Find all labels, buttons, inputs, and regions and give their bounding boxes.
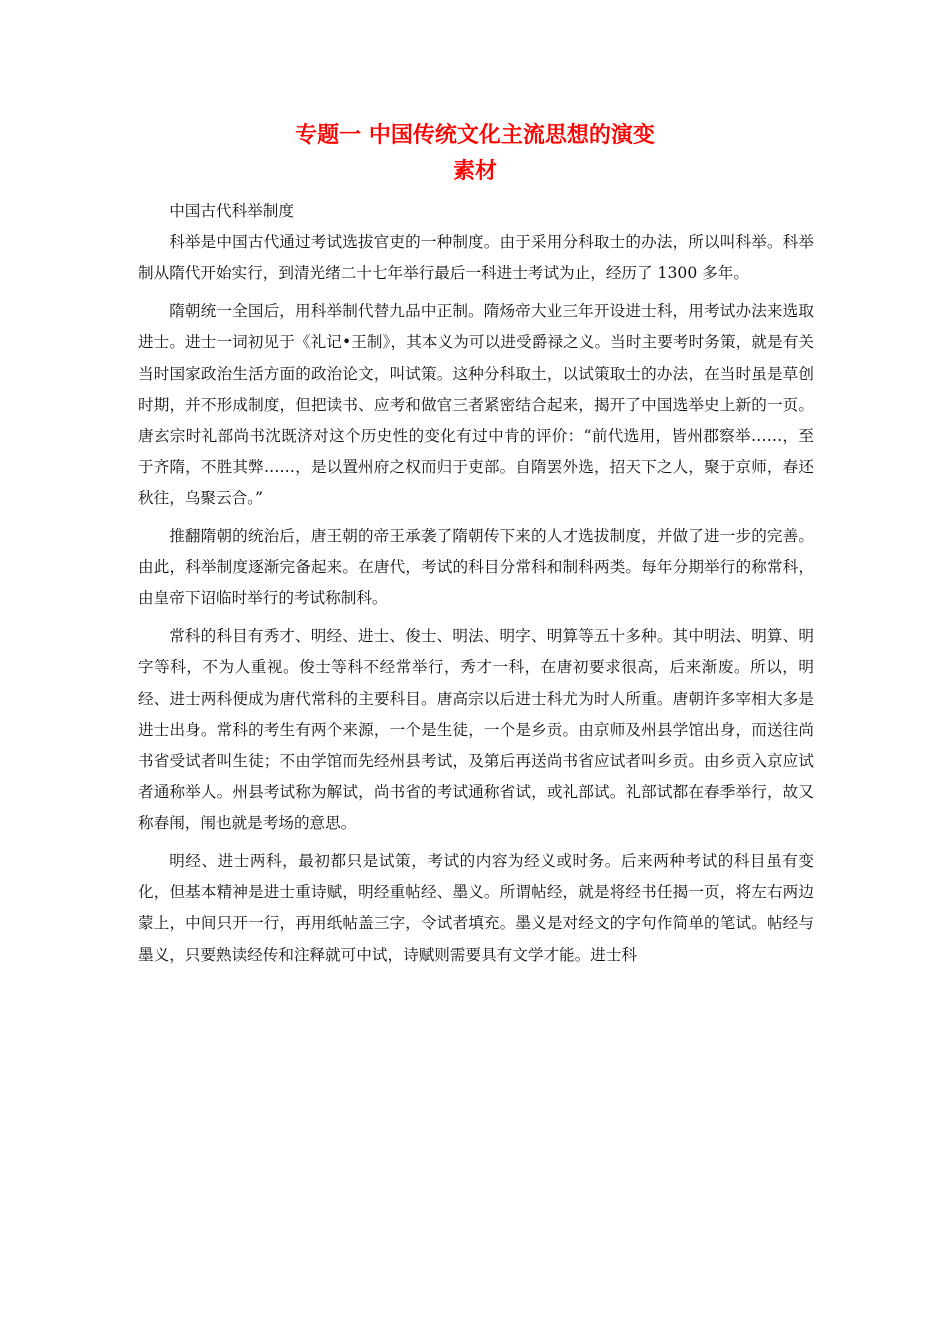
paragraph: 隋朝统一全国后，用科举制代替九品中正制。隋炀帝大业三年开设进士科，用考试办法来选取进士。进士一词初见于《礼记•王制》，其本义为可以进受爵禄之义。当时主要考时务策，就是有关当时国家政治生活方面的政治论文，叫试策。这种分科取土，以试策取士的办法，在当时虽是草创时期，并不形成制度，但把读书、应考和做官三者紧密结合起来，揭开了中国选举史上新的一页。唐玄宗时礼部尚书沈既济对这个历史性的变化有过中肯的评价：“前代选用，皆州郡察举……，至于齐隋，不胜其弊……，是以置州府之权而归于吏部。自隋罢外选，招天下之人，聚于京师，春还秋往，乌聚云合。” (138, 302, 814, 508)
paragraph: 科举是中国古代通过考试选拔官吏的一种制度。由于采用分科取士的办法，所以叫科举。科举制从隋代开始实行，到清光绪二十七年举行最后一科进士考试为止，经历了 1300 多年。 (138, 233, 814, 283)
document-title: 专题一 中国传统文化主流思想的演变 (295, 123, 655, 148)
paragraph: 推翻隋朝的统治后，唐王朝的帝王承袭了隋朝传下来的人才选拔制度，并做了进一步的完善。由此，科举制度逐渐完备起来。在唐代，考试的科目分常科和制科两类。每年分期举行的称常科，由皇帝下诏临时举行的考试称制科。 (138, 527, 814, 608)
document-subtitle: 素材 (452, 159, 497, 184)
title-block (0, 118, 950, 190)
document-body (138, 196, 814, 977)
paragraph: 常科的科目有秀才、明经、进士、俊士、明法、明字、明算等五十多种。其中明法、明算、明字等科，不为人重视。俊士等科不经常举行，秀才一科，在唐初要求很高，后来渐废。所以，明经、进士两科便成为唐代常科的主要科目。唐高宗以后进士科尤为时人所重。唐朝许多宰相大多是进士出身。常科的考生有两个来源，一个是生徒，一个是乡贡。由京师及州县学馆出身，而送往尚书省受试者叫生徒；不由学馆而先经州县考试，及第后再送尚书省应试者叫乡贡。由乡贡入京应试者通称举人。州县考试称为解试，尚书省的考试通称省试，或礼部试。礼部试都在春季举行，故又称春闱，闱也就是考场的意思。 (138, 627, 814, 833)
paragraph: 明经、进士两科，最初都只是试策，考试的内容为经义或时务。后来两种考试的科目虽有变化，但基本精神是进士重诗赋，明经重帖经、墨义。所谓帖经，就是将经书任揭一页，将左右两边蒙上，中间只开一行，再用纸帖盖三字，令试者填充。墨义是对经文的字句作简单的笔试。帖经与墨义，只要熟读经传和注释就可中试，诗赋则需要具有文学才能。进士科 (138, 852, 814, 964)
section-heading: 中国古代科举制度 (169, 202, 294, 220)
